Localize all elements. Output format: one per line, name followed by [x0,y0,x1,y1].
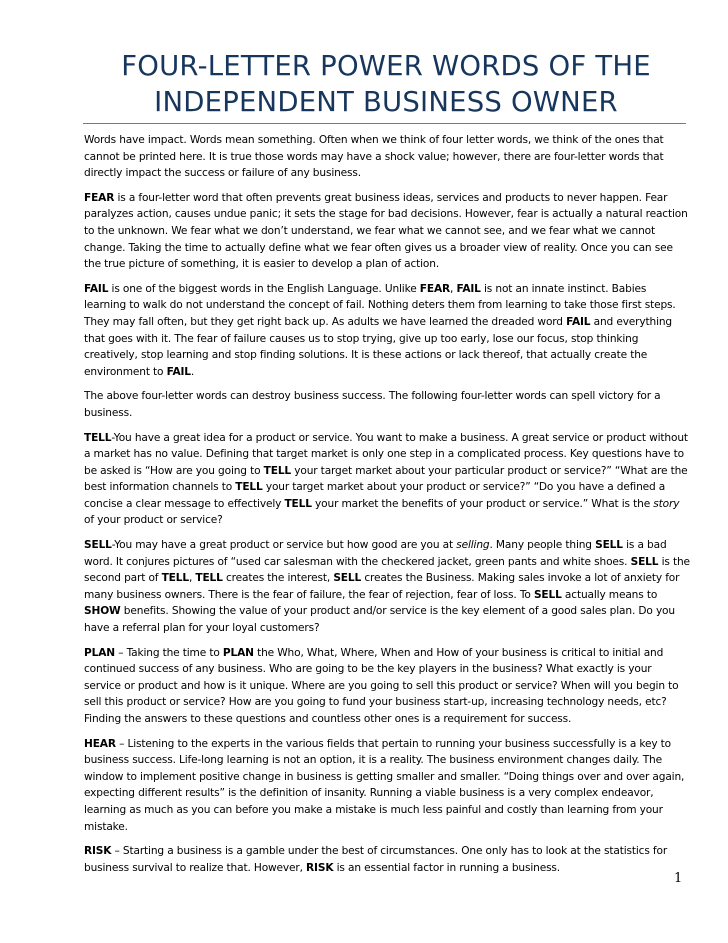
keyword-bold: TELL [84,431,112,444]
keyword-bold: SELL [333,572,362,585]
keyword-bold: FEAR [84,191,115,204]
keyword-bold: FAIL [566,315,591,328]
keyword-bold: RISK [84,845,112,858]
paragraph [84,281,690,381]
keyword-bold: TELL [263,464,292,477]
text-run: – Taking the time to [114,646,223,659]
paragraph [84,645,690,728]
text-run: your target market about your particular product or service?” “What are the best information channels to [84,464,688,494]
text-run: – Listening to the experts in the various fields that pertain to running your business successfully is a key to business success. Life-long learning is not an option, it is a reality. The business environment changes daily. The window to implement positive change in business is getting smaller and smaller. “Doing things over and over again, expecting different results” is the definition of insanity. Running a viable business is a very complex endeavor, learning as much as you can before you make a mistake is much less painful and costly than learning from your mistake. [84,737,685,833]
text-run: -You may have a great product or service but how good are you at [111,539,457,552]
keyword-bold: PLAN [222,646,254,659]
text-run: is not an innate instinct. Babies learning to walk do not understand the concept of fail. Nothing deters them from learning to take those first steps. They may fall often, but they get right back up. As adults we have learned the dreaded word [84,282,676,328]
text-run: your market the benefits of your product or service.” What is the [311,497,654,510]
keyword-bold: FAIL [456,282,481,295]
emphasis-italic: selling [456,539,490,552]
keyword-bold: TELL [195,572,223,585]
keyword-bold: PLAN [84,646,115,659]
paragraph [84,736,690,836]
text-run: is a four-letter word that often prevents great business ideas, services and products to never happen. Fear paralyzes action, causes undue panic; it sets the stage for bad decisions. However, fear is actually a natural reaction to the unknown. We fear what we don’t understand, we fear what we cannot see, and we fear what we cannot change. Taking the time to actually define what we fear often gives us a broader view of reality. Once you can see the true picture of something, it is easier to develop a plan of action. [84,191,688,271]
keyword-bold: HEAR [84,737,116,750]
paragraph [84,190,690,273]
keyword-bold: FAIL [166,365,191,378]
keyword-bold: TELL [284,497,312,510]
text-run: actually means to [561,588,658,601]
text-run: your target market about your product or service?” “Do you have a defined a concise a clear message to effectively [84,481,666,510]
text-run: of your product or service? [84,514,223,527]
text-run: Words have impact. Words mean something. Often when we think of four letter words, we think of the ones that cannot be printed here. It is true those words may have a shock value; however, there are four-letter words that directly impact the success or failure of any business. [84,134,664,180]
keyword-bold: SELL [595,539,623,552]
text-run: creates the interest, [222,572,334,585]
keyword-bold: FEAR [419,282,451,295]
keyword-bold: SELL [84,539,112,552]
page-title [86,48,686,120]
text-run: . [190,365,195,378]
text-run: is the second part of [84,555,690,585]
text-run: The above four-letter words can destroy business success. The following four-letter words can spell victory for a business. [84,390,661,419]
keyword-bold: SHOW [84,605,121,618]
text-run: is an essential factor in running a business. [333,861,561,874]
title-line-2: INDEPENDENT BUSINESS OWNER [154,86,618,118]
emphasis-italic: story [653,497,680,510]
keyword-bold: RISK [306,861,334,874]
text-run: is one of the biggest words in the English Language. Unlike [108,282,420,295]
paragraph [84,843,690,876]
keyword-bold: FAIL [84,282,109,295]
keyword-bold: SELL [630,555,659,568]
text-run: -You have a great idea for a product or service. You want to make a business. A great service or product without a market has no value. Defining that target market is only one step in a complicated process. Key questions have to be asked is “How are you going to [84,431,688,477]
text-run: . Many people thing [489,539,596,552]
title-line-1: FOUR-LETTER POWER WORDS OF THE [121,50,651,82]
page-number: 1 [674,871,683,886]
text-run: and everything that goes with it. The fear of failure causes us to stop trying, give up too early, lose our focus, stop thinking creatively, stop learning and stop finding solutions. It is these actions or lack thereof, that actually create the environment to [84,315,673,378]
body-text [84,132,690,884]
text-run: – Starting a business is a gamble under the best of circumstances. One only has to look at the statistics for business survival to realize that. However, [84,845,668,874]
text-run: the Who, What, Where, When and How of your business is critical to initial and continued success of any business. Who are going to be the key players in the business? What exactly is your service or product and how is it unique. Where are you going to sell this product or service? When will you begin to sell this product or service? How are you going to fund your business start-up, increasing technology needs, etc? Finding the answers to these questions and countless other ones is a requirement for success. [84,646,679,725]
paragraph [84,388,690,421]
paragraph [84,430,690,530]
paragraph [84,132,690,182]
text-run: benefits. Showing the value of your product and/or service is the key element of a good sales plan. Do you have a referral plan for your loyal customers? [84,605,675,635]
title-underline [83,123,686,124]
text-run: is a bad word. It conjures pictures of “used car salesman with the checkered jacket, green pants and white shoes. [84,539,667,568]
text-run: , [450,282,457,295]
keyword-bold: TELL [161,572,189,585]
keyword-bold: TELL [235,481,263,494]
text-run: creates the Business. Making sales invoke a lot of anxiety for many business owners. There is the fear of failure, the fear of rejection, fear of loss. To [84,572,680,601]
paragraph [84,537,690,637]
keyword-bold: SELL [533,588,562,601]
text-run: , [188,572,196,585]
